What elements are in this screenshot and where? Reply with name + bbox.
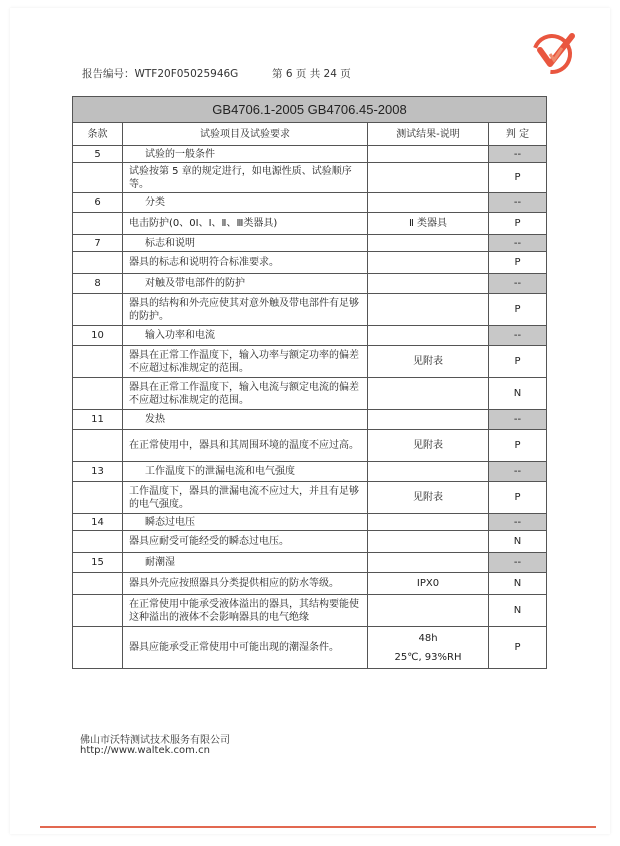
verdict-cell: P xyxy=(489,294,547,326)
verdict-cell: P xyxy=(489,252,547,274)
section-row xyxy=(73,326,547,346)
result-cell xyxy=(368,531,489,553)
clause-cell: 7 xyxy=(73,235,123,252)
requirement-cell: 器具在正常工作温度下，输入功率与额定功率的偏差不应超过标准规定的范围。 xyxy=(123,346,368,378)
result-cell xyxy=(368,193,489,213)
col-header-requirement: 试验项目及试验要求 xyxy=(123,123,368,146)
requirement-cell: 瞬态过电压 xyxy=(123,514,368,531)
clause-cell: 15 xyxy=(73,553,123,573)
report-number xyxy=(82,66,238,81)
requirement-cell: 发热 xyxy=(123,410,368,430)
section-row xyxy=(73,514,547,531)
col-header-result: 测试结果-说明 xyxy=(368,123,489,146)
verdict-cell: -- xyxy=(489,462,547,482)
requirement-cell: 在正常使用中，器具和其周围环境的温度不应过高。 xyxy=(123,430,368,462)
clause-cell xyxy=(73,430,123,462)
section-row xyxy=(73,193,547,213)
requirement-cell: 分类 xyxy=(123,193,368,213)
result-cell: 见附表 xyxy=(368,482,489,514)
clause-cell: 5 xyxy=(73,146,123,163)
clause-cell: 11 xyxy=(73,410,123,430)
requirement-cell: 器具的标志和说明符合标准要求。 xyxy=(123,252,368,274)
verdict-cell: P xyxy=(489,430,547,462)
requirement-cell: 对触及带电部件的防护 xyxy=(123,274,368,294)
verdict-cell: -- xyxy=(489,553,547,573)
clause-cell xyxy=(73,294,123,326)
result-cell: 见附表 xyxy=(368,430,489,462)
column-header-row xyxy=(73,123,547,146)
footer-divider xyxy=(40,826,596,828)
section-row xyxy=(73,235,547,252)
requirement-cell: 耐潮湿 xyxy=(123,553,368,573)
requirement-cell: 试验的一般条件 xyxy=(123,146,368,163)
requirement-cell: 器具的结构和外壳应使其对意外触及带电部件有足够的防护。 xyxy=(123,294,368,326)
result-cell xyxy=(368,274,489,294)
page-info: 第 6 页 共 24 页 xyxy=(272,68,351,80)
standard-title: GB4706.1-2005 GB4706.45-2008 xyxy=(73,97,547,123)
clause-cell xyxy=(73,213,123,235)
verdict-cell: P xyxy=(489,346,547,378)
table-row xyxy=(73,627,547,669)
section-row xyxy=(73,462,547,482)
verdict-cell: P xyxy=(489,213,547,235)
clause-cell xyxy=(73,482,123,514)
requirement-cell: 器具外壳应按照器具分类提供相应的防水等级。 xyxy=(123,573,368,595)
verdict-cell: N xyxy=(489,573,547,595)
table-row xyxy=(73,346,547,378)
clause-cell xyxy=(73,252,123,274)
col-header-clause: 条款 xyxy=(73,123,123,146)
result-cell xyxy=(368,627,489,669)
result-cell xyxy=(368,163,489,193)
requirement-cell: 工作温度下的泄漏电流和电气强度 xyxy=(123,462,368,482)
requirement-cell: 试验按第 5 章的规定进行，如电源性质、试验顺序等。 xyxy=(123,163,368,193)
verdict-cell: -- xyxy=(489,410,547,430)
table-row xyxy=(73,573,547,595)
clause-cell xyxy=(73,627,123,669)
waltek-logo-icon xyxy=(528,28,580,76)
verdict-cell: N xyxy=(489,595,547,627)
verdict-cell: -- xyxy=(489,146,547,163)
section-row xyxy=(73,274,547,294)
footer-url: http://www.waltek.com.cn xyxy=(80,745,210,756)
clause-cell: 14 xyxy=(73,514,123,531)
verdict-cell: -- xyxy=(489,514,547,531)
clause-cell: 6 xyxy=(73,193,123,213)
table-row xyxy=(73,163,547,193)
section-row xyxy=(73,410,547,430)
result-cell xyxy=(368,252,489,274)
requirement-cell: 器具应耐受可能经受的瞬态过电压。 xyxy=(123,531,368,553)
result-cell xyxy=(368,595,489,627)
result-cell xyxy=(368,378,489,410)
section-row xyxy=(73,146,547,163)
verdict-cell: -- xyxy=(489,326,547,346)
verdict-cell: -- xyxy=(489,235,547,252)
table-row xyxy=(73,482,547,514)
result-cell: 见附表 xyxy=(368,346,489,378)
requirement-cell: 电击防护(0、0Ⅰ、Ⅰ、Ⅱ、Ⅲ类器具) xyxy=(123,213,368,235)
table-row xyxy=(73,430,547,462)
table-row xyxy=(73,294,547,326)
result-cell: Ⅱ 类器具 xyxy=(368,213,489,235)
report-number-label: 报告编号： xyxy=(82,68,135,80)
clause-cell xyxy=(73,346,123,378)
clause-cell xyxy=(73,573,123,595)
clause-cell xyxy=(73,163,123,193)
verdict-cell: P xyxy=(489,627,547,669)
report-number-value: WTF20F05025946G xyxy=(134,68,239,80)
table-row xyxy=(73,531,547,553)
table-row xyxy=(73,252,547,274)
requirement-cell: 标志和说明 xyxy=(123,235,368,252)
requirement-cell: 器具在正常工作温度下，输入电流与额定电流的偏差不应超过标准规定的范围。 xyxy=(123,378,368,410)
result-cell xyxy=(368,514,489,531)
test-results-table xyxy=(72,96,547,669)
verdict-cell: -- xyxy=(489,193,547,213)
requirement-cell: 在正常使用中能承受液体溢出的器具，其结构要能使这种溢出的液体不会影响器具的电气绝缘 xyxy=(123,595,368,627)
col-header-verdict: 判 定 xyxy=(489,123,547,146)
result-cell xyxy=(368,326,489,346)
result-line: 48h xyxy=(418,632,438,644)
result-cell xyxy=(368,462,489,482)
result-cell xyxy=(368,235,489,252)
table-row xyxy=(73,213,547,235)
verdict-cell: P xyxy=(489,482,547,514)
verdict-cell: P xyxy=(489,163,547,193)
verdict-cell: N xyxy=(489,378,547,410)
result-line: 25℃, 93%RH xyxy=(394,651,462,663)
footer-company: 佛山市沃特测试技术服务有限公司 xyxy=(80,735,230,746)
clause-cell: 8 xyxy=(73,274,123,294)
result-cell xyxy=(368,294,489,326)
requirement-cell: 输入功率和电流 xyxy=(123,326,368,346)
result-cell xyxy=(368,410,489,430)
section-row xyxy=(73,553,547,573)
result-cell xyxy=(368,146,489,163)
verdict-cell: -- xyxy=(489,274,547,294)
result-cell xyxy=(368,553,489,573)
requirement-cell: 器具应能承受正常使用中可能出现的潮湿条件。 xyxy=(123,627,368,669)
clause-cell: 13 xyxy=(73,462,123,482)
clause-cell xyxy=(73,595,123,627)
clause-cell: 10 xyxy=(73,326,123,346)
verdict-cell: N xyxy=(489,531,547,553)
clause-cell xyxy=(73,531,123,553)
table-row xyxy=(73,595,547,627)
result-cell: IPX0 xyxy=(368,573,489,595)
requirement-cell: 工作温度下，器具的泄漏电流不应过大，并且有足够的电气强度。 xyxy=(123,482,368,514)
clause-cell xyxy=(73,378,123,410)
table-row xyxy=(73,378,547,410)
